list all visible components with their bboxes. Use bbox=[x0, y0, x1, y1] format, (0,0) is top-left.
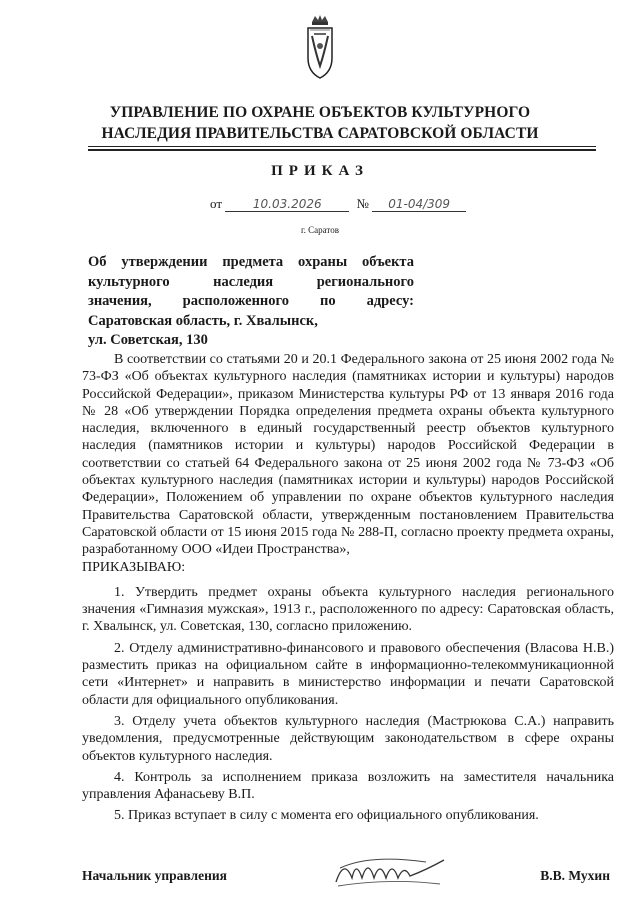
order-item-4: 4. Контроль за исполнением приказа возложить на заместителя начальника управления Афанасьеву В.П. bbox=[82, 769, 614, 803]
date-label: от bbox=[210, 196, 223, 211]
organization-name bbox=[0, 102, 640, 144]
order-number: 01-04/309 bbox=[372, 197, 466, 212]
order-date-number-line bbox=[210, 196, 466, 212]
order-item-1: 1. Утвердить предмет охраны объекта культурного наследия регионального значения «Гимназия мужская», 1913 г., расположенного по адресу: Саратовская область, г. Хвалынск, ул. Советская, 130, согласно приложению. bbox=[82, 584, 614, 635]
decree-word: ПРИКАЗЫВАЮ: bbox=[82, 559, 186, 575]
org-line-2: НАСЛЕДИЯ ПРАВИТЕЛЬСТВА САРАТОВСКОЙ ОБЛАСТИ bbox=[101, 125, 539, 142]
subject-line-1: Об утверждении предмета охраны объекта bbox=[88, 254, 414, 270]
order-item-5: 5. Приказ вступает в силу с момента его официального опубликования. bbox=[114, 808, 539, 824]
subject-line-3: значения, расположенного по адресу: bbox=[88, 293, 414, 309]
signatory-name: В.В. Мухин bbox=[540, 868, 610, 883]
signature-image bbox=[330, 848, 450, 892]
signatory-position: Начальник управления bbox=[82, 868, 227, 883]
preamble-paragraph: В соответствии со статьями 20 и 20.1 Федерального закона от 25 июня 2002 года № 73-ФЗ «Об объектах культурного наследия (памятниках истории и культуры) народов Российской Федерации», приказом Министерства культуры РФ от 13 января 2016 года № 28 «Об утверждении Порядка определения предмета охраны объекта культурного наследия, включенного в единый государственный реестр объектов культурного наследия (памятников истории и культуры) народов Российской Федерации в соответствии со статьей 64 Федерального закона от 25 июня 2002 года № 73-ФЗ «Об объектах культурного наследия (памятниках истории и культуры) народов Российской Федерации», Положением об управлении по охране объектов культурного наследия Правительства Саратовской области, утвержденным постановлением Правительства Саратовской области от 15 июня 2015 года № 288-П, согласно проекту предмета охраны, разработанному ООО «Идеи Пространства», bbox=[82, 352, 614, 558]
coat-of-arms-icon bbox=[300, 14, 340, 84]
order-subject bbox=[88, 253, 414, 351]
subject-line-5: ул. Советская, 130 bbox=[88, 332, 208, 348]
order-body bbox=[82, 351, 614, 825]
order-item-2: 2. Отделу административно-финансового и правового обеспечения (Власова Н.В.) разместить приказ на официальном сайте в информационно-телекоммуникационной сети «Интернет» и направить в министерство информации и печати Саратовской области для официального опубликования. bbox=[82, 640, 614, 708]
org-line-1: УПРАВЛЕНИЕ ПО ОХРАНЕ ОБЪЕКТОВ КУЛЬТУРНОГО bbox=[109, 104, 531, 121]
order-date: 10.03.2026 bbox=[225, 197, 349, 212]
subject-line-2: культурного наследия регионального bbox=[88, 273, 414, 290]
order-item-3: 3. Отделу учета объектов культурного наследия (Мастрюкова С.А.) направить уведомления, предусмотренные действующим законодательством в сфере охраны объектов культурного наследия. bbox=[82, 713, 614, 764]
header-rule-thin bbox=[88, 146, 596, 147]
number-label: № bbox=[356, 196, 369, 211]
document-title: ПРИКАЗ bbox=[271, 163, 369, 179]
city-label: г. Саратов bbox=[301, 225, 339, 235]
header-rule-thick bbox=[88, 149, 596, 151]
subject-line-4: Саратовская область, г. Хвалынск, bbox=[88, 312, 318, 329]
